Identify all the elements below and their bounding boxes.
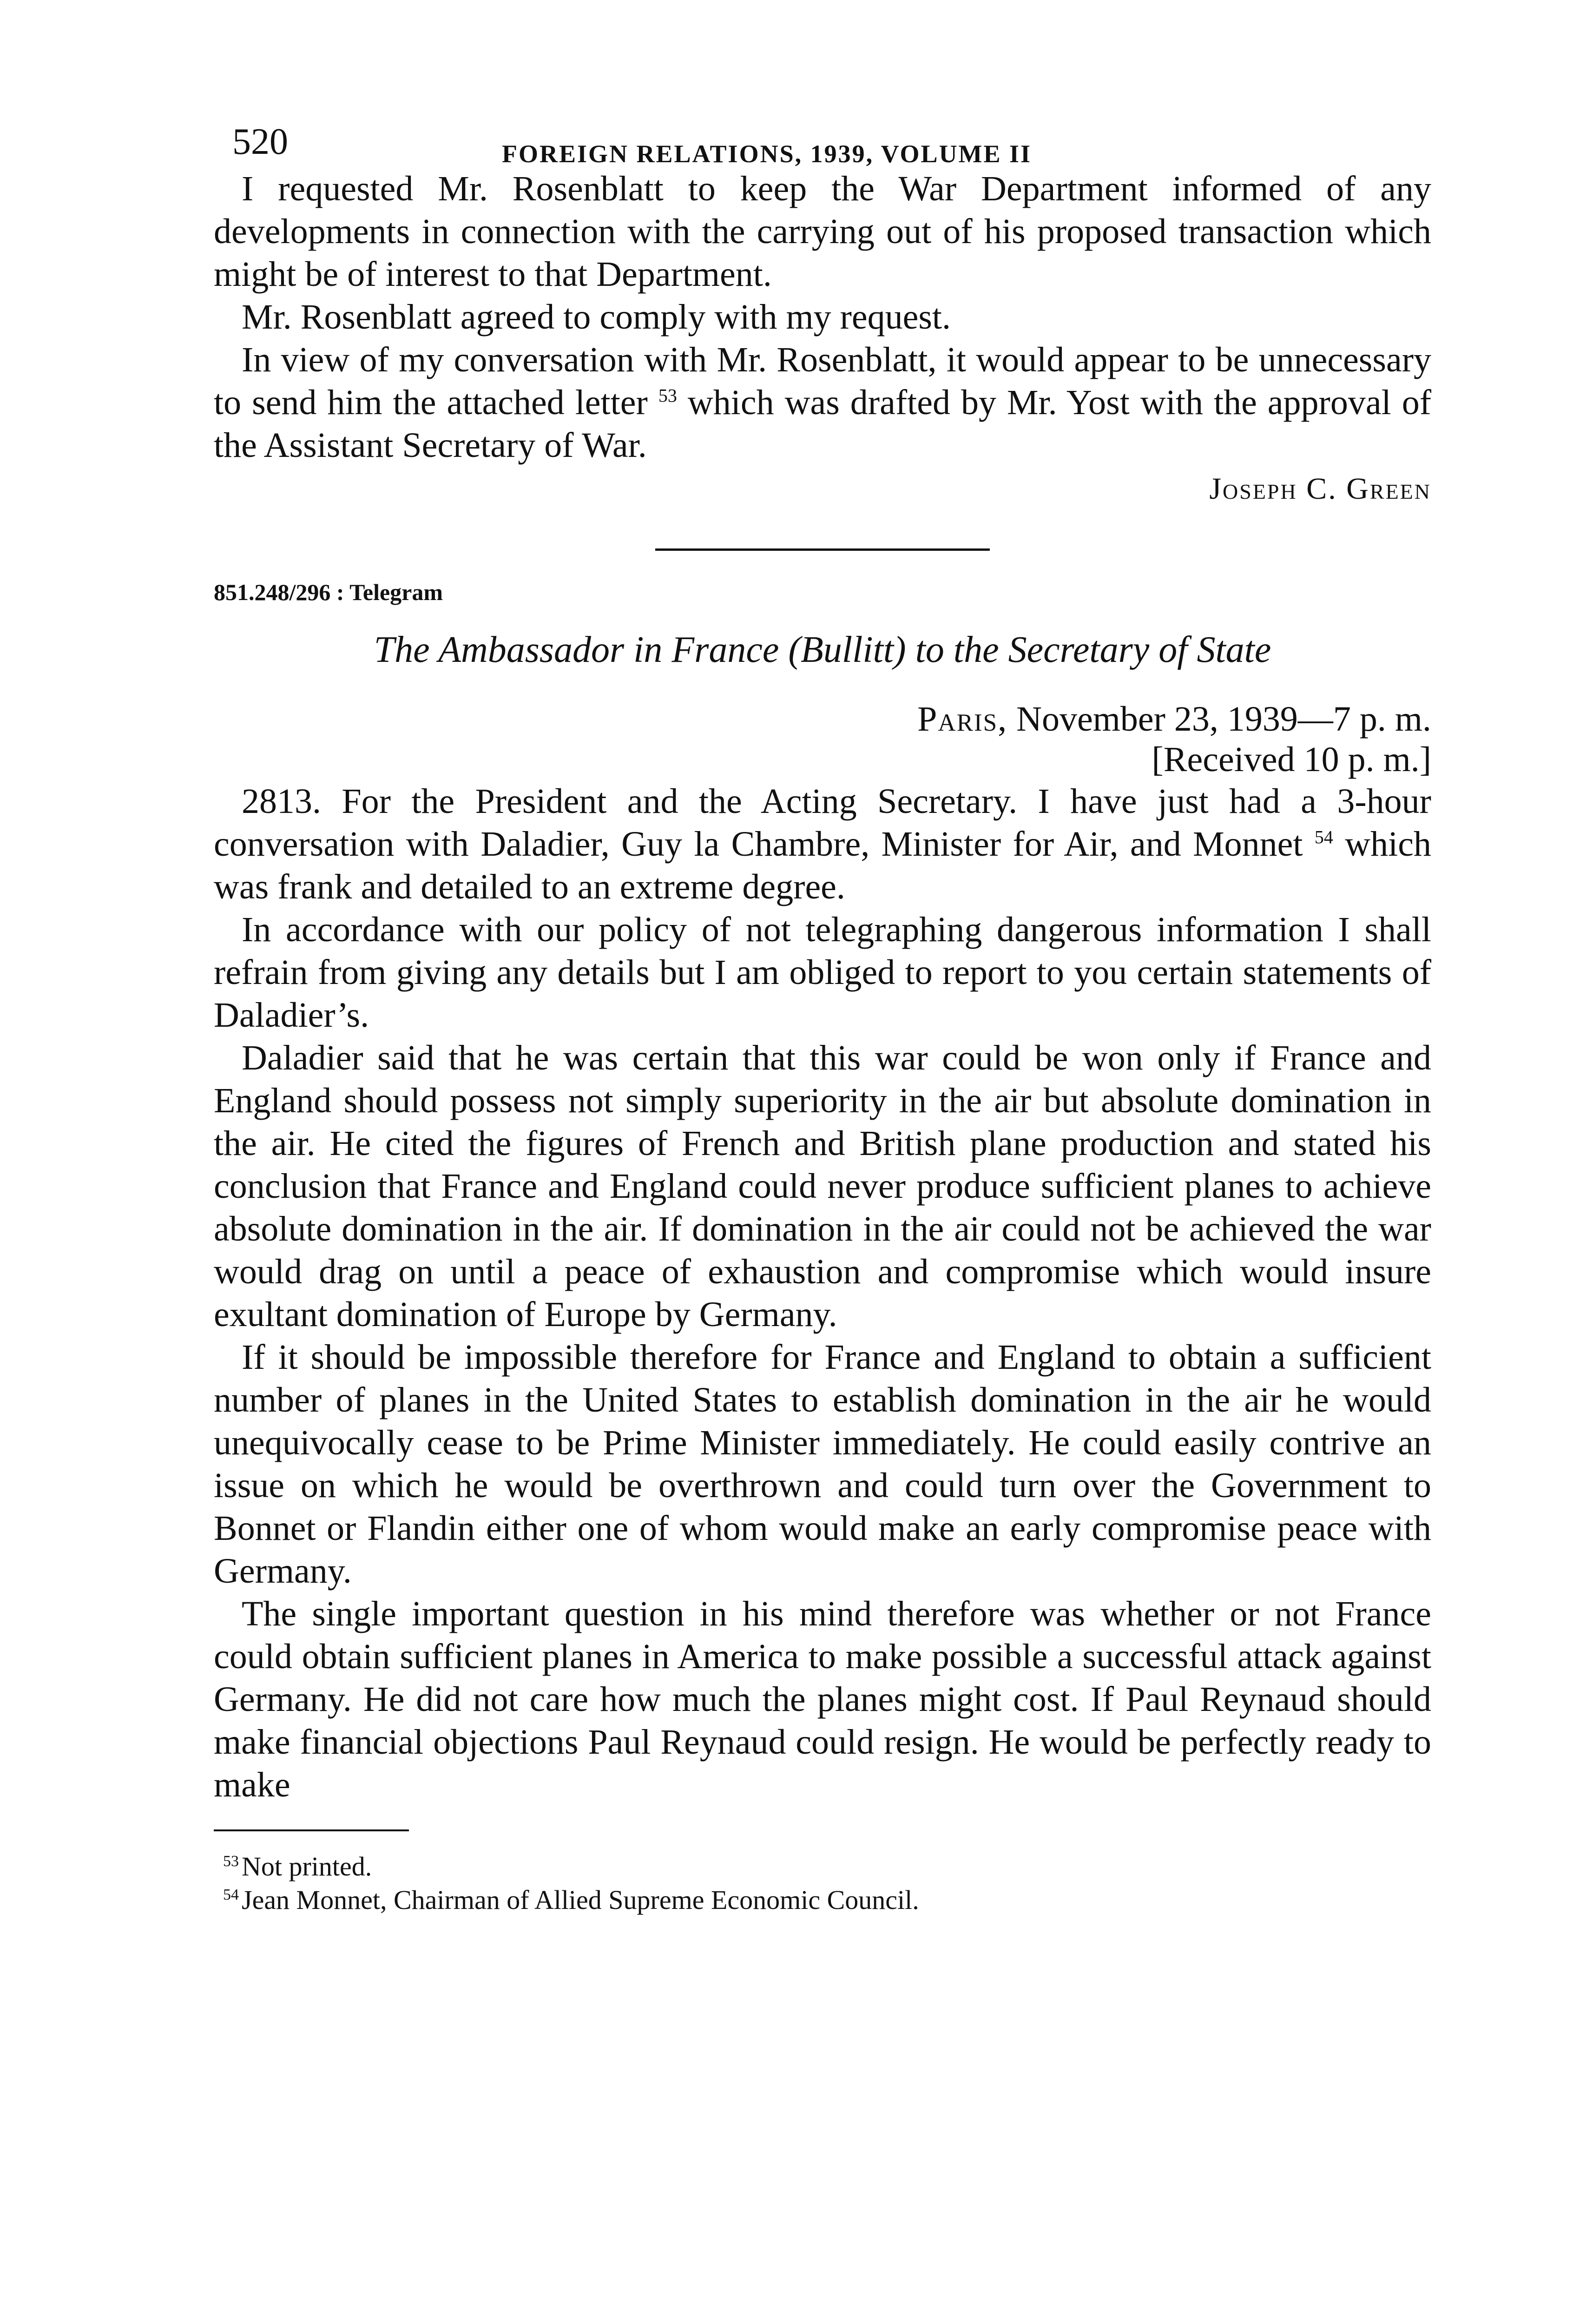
page-header bbox=[214, 107, 1431, 167]
place: Paris, bbox=[917, 700, 1008, 739]
document-page bbox=[214, 107, 1431, 1917]
memo-paragraph-3-text-cont: which was drafted by Mr. Yost with the approval of the Assistant Secretary of War. bbox=[214, 383, 1432, 465]
footnote-ref-53: 53 bbox=[658, 385, 677, 406]
file-code: 851.248/296 : Telegram bbox=[214, 579, 443, 605]
footnote-marker: 54 bbox=[223, 1886, 239, 1903]
document-title: The Ambassador in France (Bullitt) to the Secretary of State bbox=[374, 629, 1271, 670]
footnote-divider bbox=[214, 1829, 409, 1831]
footnote-ref-54: 54 bbox=[1314, 826, 1333, 848]
footnote-marker: 53 bbox=[223, 1852, 239, 1870]
memo-section bbox=[214, 167, 1431, 507]
footnotes bbox=[214, 1850, 1431, 1917]
running-head: FOREIGN RELATIONS, 1939, VOLUME II bbox=[502, 140, 1032, 168]
place-date bbox=[214, 699, 1431, 739]
telegram-paragraph-1-text: 2813. For the President and the Acting Secretary. I have just had a 3-hour conversation with Daladier, Guy la Chambre, Minister for Air, and Monnet bbox=[214, 782, 1431, 864]
telegram-paragraph-2: In accordance with our policy of not telegraphing dangerous information I shall refrain from giving any details but I am obliged to report to you certain statements of Daladier’s. bbox=[214, 910, 1431, 1035]
footnote-text: Jean Monnet, Chairman of Allied Supreme Economic Council. bbox=[242, 1885, 919, 1915]
received-line: [Received 10 p. m.] bbox=[1152, 740, 1431, 779]
memo-paragraph-2: Mr. Rosenblatt agreed to comply with my request. bbox=[242, 297, 951, 337]
telegram-paragraph-1 bbox=[214, 780, 1431, 908]
footnote-54 bbox=[214, 1883, 1431, 1917]
page-number: 520 bbox=[232, 121, 288, 162]
footnote-53 bbox=[214, 1850, 1431, 1883]
footnote-text: Not printed. bbox=[242, 1851, 372, 1882]
section-divider bbox=[655, 548, 990, 551]
memo-paragraph-3-text: In view of my conversation with Mr. Rosenblatt, it would appear to be unnecessary to send him the attached letter bbox=[214, 340, 1431, 422]
telegram-paragraph-5: The single important question in his mind therefore was whether or not France could obtain sufficient planes in America to make possible a successful attack against Germany. He did not care how much the planes might cost. If Paul Reynaud should make financial objections Paul Reynaud could resign. He would be perfectly ready to make bbox=[214, 1594, 1431, 1804]
memo-paragraph-3 bbox=[214, 338, 1431, 467]
telegram-paragraph-4: If it should be impossible therefore for France and England to obtain a sufficient number of planes in the United States to establish domination in the air he would unequivocally cease to be Prime Minister immediately. He could easily contrive an issue on which he would be overthrown and could turn over the Government to Bonnet or Flandin either one of whom would make an early compromise peace with Germany. bbox=[214, 1338, 1431, 1591]
telegram-paragraph-1-text-cont: which was frank and detailed to an extreme degree. bbox=[214, 825, 1432, 906]
telegram-paragraph-3: Daladier said that he was certain that this war could be won only if France and England should possess not simply superiority in the air but absolute domination in the air. He cited the figures of French and British plane production and stated his conclusion that France and England could never produce sufficient planes to achieve absolute domination in the air. If domination in the air could not be achieved the war would drag on until a peace of exhaustion and compromise which would insure exultant domination of Europe by Germany. bbox=[214, 1038, 1431, 1334]
memo-paragraph-1: I requested Mr. Rosenblatt to keep the War Department informed of any developments in connection with the carrying out of his proposed transaction which might be of interest to that Department. bbox=[214, 169, 1431, 294]
signature: Joseph C. Green bbox=[1209, 472, 1431, 506]
date-time: November 23, 1939—7 p. m. bbox=[1007, 700, 1431, 739]
telegram-section bbox=[214, 579, 1431, 1806]
